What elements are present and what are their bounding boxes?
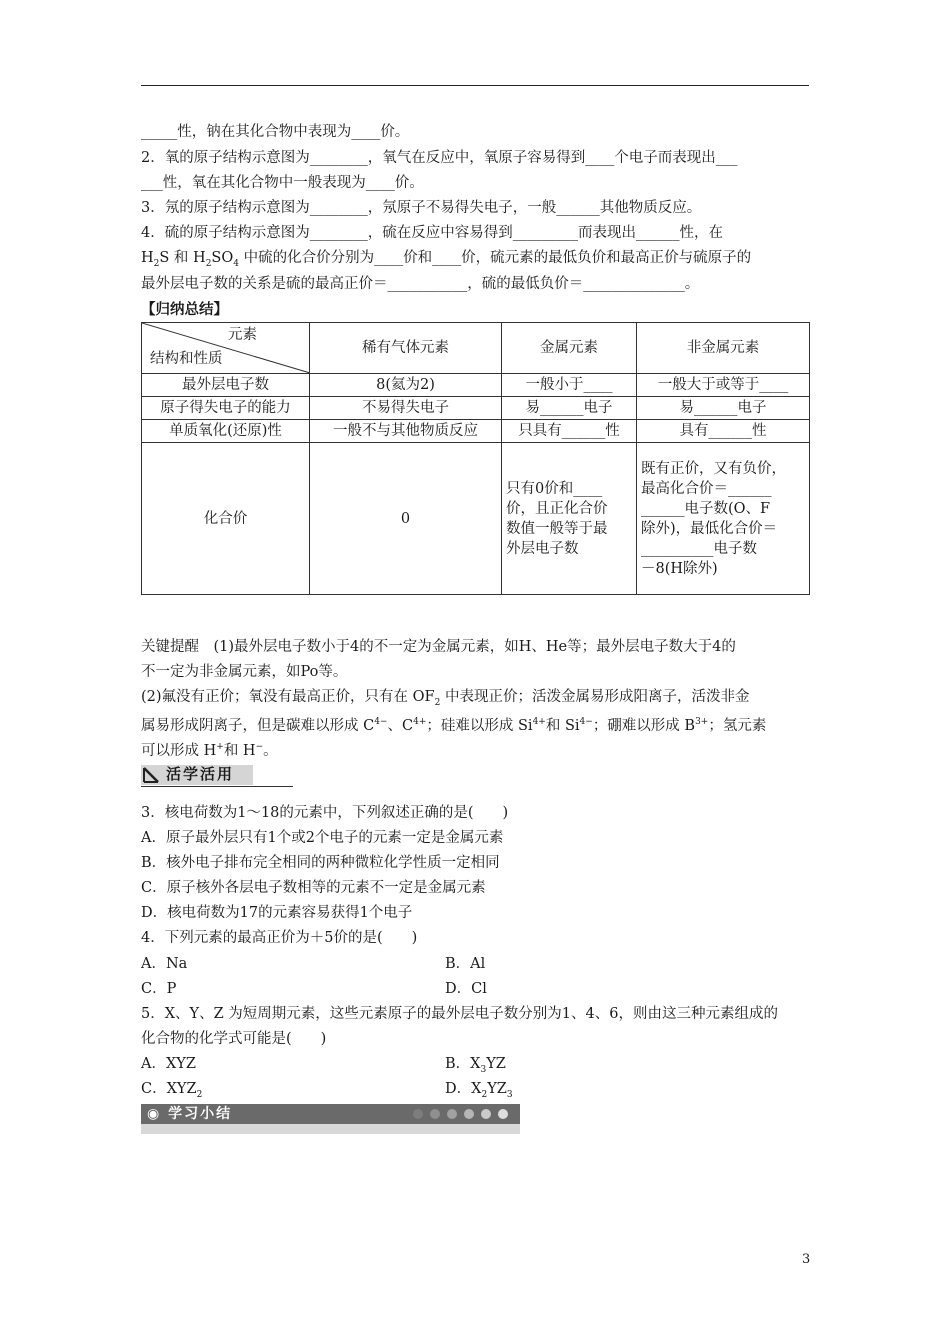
- subscript: 2: [434, 697, 441, 708]
- row-label: 最外层电子数: [142, 374, 310, 397]
- dot-icon: [498, 1109, 508, 1119]
- text-line-sulfur: [141, 247, 809, 275]
- text: SO: [211, 250, 234, 266]
- summary-table: [141, 322, 810, 595]
- cell-line: 只有0价和____: [506, 480, 603, 497]
- text: ；硅难以形成 Si: [426, 717, 533, 734]
- superscript: 3+: [695, 717, 709, 727]
- option: A．原子最外层只有1个或2个电子的元素一定是金属元素: [141, 830, 504, 846]
- metal-valence-cell: [502, 443, 637, 595]
- dot-icon: [481, 1109, 491, 1119]
- text-line: ___性，氧在其化合物中一般表现为____价。: [141, 175, 424, 191]
- column-header: 金属元素: [502, 323, 637, 374]
- text: ；氢元素: [708, 717, 767, 734]
- practice-title: 活学活用: [166, 765, 235, 783]
- question-stem: 5．X、Y、Z 为短周期元素，这些元素原子的最外层电子数分别为1、4、6，则由这三种元素组成的: [141, 1006, 778, 1022]
- question-stem: 化合物的化学式可能是( ): [141, 1031, 327, 1047]
- table-cell: 易______电子: [502, 397, 637, 420]
- key-reminder-line: [141, 711, 809, 737]
- text-line: _____性，钠在其化合物中表现为____价。: [141, 124, 410, 140]
- text: B．X: [445, 1056, 481, 1072]
- text: 中表现正价；活泼金属易形成阳离子，活泼非金: [440, 689, 750, 705]
- superscript: 4+: [532, 717, 546, 727]
- option: D．核电荷数为17的元素容易获得1个电子: [141, 905, 413, 921]
- summary-bar-title: ◉ 学习小结: [147, 1106, 233, 1122]
- row-label: 化合价: [142, 443, 310, 595]
- text: YZ: [487, 1081, 507, 1097]
- header-top-label: 元素: [228, 327, 257, 343]
- summary-bar: [141, 1104, 520, 1134]
- key-reminder-line: [141, 686, 809, 714]
- option: B．核外电子排布完全相同的两种微粒化学性质一定相同: [141, 855, 500, 871]
- option: [445, 1053, 745, 1081]
- table-cell: 一般不与其他物质反应: [310, 420, 502, 443]
- cell-line: 外层电子数: [506, 540, 579, 557]
- text: 和 Si: [545, 717, 580, 734]
- option: A．XYZ: [141, 1056, 196, 1072]
- row-label: 原子得失电子的能力: [142, 397, 310, 420]
- text: 。: [263, 742, 278, 759]
- option: C．P: [141, 981, 177, 997]
- question-stem: 4．下列元素的最高正价为＋5价的是( ): [141, 930, 418, 946]
- cell-line: 最高化合价＝______: [641, 480, 772, 497]
- text: 可以形成 H: [141, 742, 217, 759]
- subscript: 3: [506, 1089, 513, 1100]
- text: 属易形成阴离子，但是碳难以形成 C: [141, 717, 375, 734]
- text: YZ: [486, 1056, 506, 1072]
- cell-line: 既有正价，又有负价，: [641, 460, 786, 477]
- summary-bar-bottom: [141, 1124, 520, 1134]
- option: D．Cl: [445, 981, 487, 997]
- cell-line: 除外)，最低化合价＝: [641, 520, 778, 537]
- superscript: 4+: [413, 717, 427, 727]
- text: H: [141, 250, 154, 266]
- dot-icon: [464, 1109, 474, 1119]
- superscript: +: [216, 742, 224, 752]
- subscript: 4: [233, 258, 239, 269]
- text: (2)氟没有正价；氧没有最高正价，只有在 OF: [141, 689, 435, 705]
- key-reminder-line: 不一定为非金属元素，如Po等。: [141, 664, 348, 680]
- column-header: 稀有气体元素: [310, 323, 502, 374]
- cell-line: －8(H除外): [641, 560, 718, 577]
- subscript: 2: [205, 258, 212, 269]
- row-label: 单质氧化(还原)性: [142, 420, 310, 443]
- subscript: 2: [153, 258, 160, 269]
- page-number: 3: [802, 1252, 811, 1267]
- subscript: 2: [481, 1089, 488, 1100]
- table-cell: 一般小于____: [502, 374, 637, 397]
- table-cell: 易______电子: [637, 397, 810, 420]
- slash-icon: [143, 767, 159, 783]
- summary-heading: 【归纳总结】: [141, 301, 228, 318]
- text: 中硫的化合价分别为____价和____价，硫元素的最低负价和最高正价与硫原子的: [238, 250, 752, 266]
- superscript: 4−: [374, 717, 388, 727]
- dot-icon: [430, 1109, 440, 1119]
- practice-underline: [141, 786, 293, 787]
- header-bottom-label: 结构和性质: [150, 351, 223, 367]
- superscript: −: [255, 742, 264, 752]
- text-line: 2．氧的原子结构示意图为________，氧气在反应中，氧原子容易得到____个电子而表现出___: [141, 150, 738, 166]
- table-cell: 一般大于或等于____: [637, 374, 810, 397]
- cell-line: 数值一般等于最: [506, 520, 608, 537]
- text: S 和 H: [159, 250, 206, 266]
- subscript: 3: [480, 1064, 487, 1075]
- text-line: 3．氖的原子结构示意图为________，氖原子不易得失电子，一般______其他物质反应。: [141, 200, 702, 216]
- header-rule: [141, 85, 809, 86]
- option: C．原子核外各层电子数相等的元素不一定是金属元素: [141, 880, 486, 896]
- dot-icon: [413, 1109, 423, 1119]
- cell-line: ______电子数(O、F: [641, 500, 771, 517]
- text: D．X: [445, 1081, 482, 1097]
- option: A．Na: [141, 956, 188, 972]
- text-line: 4．硫的原子结构示意图为________，硫在反应中容易得到_________而表现出______性，在: [141, 225, 723, 241]
- superscript: 4−: [579, 717, 593, 727]
- dot-icon: [447, 1109, 457, 1119]
- text-line: 最外层电子数的关系是硫的最高正价＝___________，硫的最低负价＝______________。: [141, 276, 700, 292]
- table-cell: 不易得失电子: [310, 397, 502, 420]
- subscript: 2: [196, 1089, 203, 1100]
- table-cell: 具有______性: [637, 420, 810, 443]
- nonmetal-valence-cell: [637, 443, 810, 595]
- table-cell: 0: [310, 443, 502, 595]
- text: 和 H: [223, 742, 256, 759]
- table-cell: 8(氦为2): [310, 374, 502, 397]
- key-reminder-line: [141, 736, 809, 762]
- cell-line: __________电子数: [641, 540, 757, 557]
- option: [141, 1078, 441, 1106]
- column-header: 非金属元素: [637, 323, 810, 374]
- question-stem: 3．核电荷数为1～18的元素中，下列叙述正确的是( ): [141, 805, 509, 821]
- cell-line: 价，且正化合价: [506, 500, 608, 517]
- text: C．XYZ: [141, 1081, 197, 1097]
- text: ；硼难以形成 B: [592, 717, 696, 734]
- table-diagonal-header: [142, 323, 310, 374]
- decorative-dots: [413, 1109, 508, 1119]
- text: 、C: [387, 717, 414, 734]
- option: [445, 1078, 745, 1106]
- option: B．Al: [445, 956, 486, 972]
- key-reminder-line: 关键提醒 (1)最外层电子数小于4的不一定为金属元素，如H、He等；最外层电子数大于4的: [141, 639, 736, 655]
- table-cell: 只具有______性: [502, 420, 637, 443]
